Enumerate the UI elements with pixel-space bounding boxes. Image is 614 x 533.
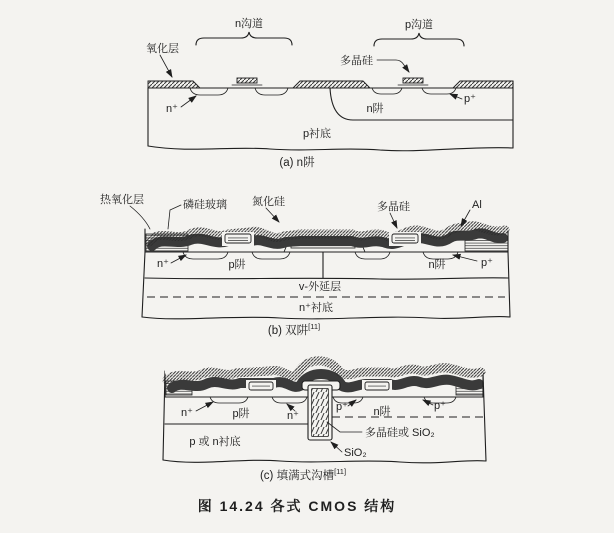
a-nwell-label: n阱 bbox=[366, 103, 384, 115]
c-trench-liner-arrow bbox=[331, 442, 342, 452]
b-gate2-hatch bbox=[395, 237, 415, 242]
b-poly-label: 多晶硅 bbox=[377, 201, 410, 213]
b-left-edge bbox=[142, 252, 145, 317]
a-nplus-diffusion-1 bbox=[190, 88, 228, 95]
b-caption: (b) 双阱[11] bbox=[267, 322, 321, 337]
c-pplus-right-arrow bbox=[423, 400, 433, 405]
b-pwell-label: p阱 bbox=[228, 259, 246, 271]
panel-c bbox=[163, 361, 486, 482]
b-nplus-diffusion-1 bbox=[183, 252, 228, 259]
a-gate1 bbox=[237, 78, 257, 83]
c-trench-fill-label: 多晶硅或 SiO₂ bbox=[365, 427, 435, 439]
panel-b bbox=[100, 192, 510, 337]
c-substrate-label: p 或 n衬底 bbox=[189, 436, 241, 448]
b-right-edge bbox=[508, 252, 510, 317]
a-gate2 bbox=[403, 78, 423, 83]
c-pplus-right-label: p⁺ bbox=[434, 400, 446, 412]
a-brace-p-channel bbox=[374, 33, 464, 46]
b-thermal-oxide-label: 热氧化层 bbox=[100, 194, 144, 206]
a-nplus-diffusion-2 bbox=[255, 88, 288, 95]
c-nplus-left-arrow bbox=[196, 402, 213, 411]
b-nsubstrate-label: n⁺衬底 bbox=[299, 302, 333, 314]
panel-a bbox=[146, 16, 513, 169]
b-nitride-label: 氮化硅 bbox=[252, 196, 285, 208]
a-oxide-arrow bbox=[160, 55, 172, 77]
c-pwell-label: p阱 bbox=[232, 408, 250, 420]
figure-caption: 图 14.24 各式 CMOS 结构 bbox=[197, 498, 397, 514]
a-field-oxide-right bbox=[453, 81, 513, 88]
a-brace-n-channel bbox=[196, 32, 292, 45]
b-psg-label: 磷硅玻璃 bbox=[183, 199, 227, 211]
a-caption: (a) n阱 bbox=[279, 157, 315, 169]
b-pplus-arrow bbox=[453, 255, 477, 261]
a-poly-label: 多晶硅 bbox=[340, 55, 373, 67]
b-substrate-bottom bbox=[142, 317, 510, 319]
a-n-channel-label: n沟道 bbox=[234, 18, 264, 30]
c-nwell-label: n阱 bbox=[373, 406, 391, 418]
a-field-oxide-left bbox=[148, 81, 200, 88]
a-psubstrate-label: p衬底 bbox=[302, 128, 332, 140]
a-nwell-boundary bbox=[330, 88, 513, 120]
b-gate1-hatch bbox=[228, 237, 248, 242]
b-pplus-label: p⁺ bbox=[481, 257, 493, 269]
a-field-oxide-middle bbox=[293, 81, 370, 88]
a-p-channel-label: p沟道 bbox=[404, 19, 434, 31]
b-pplus-diffusion-2 bbox=[423, 252, 458, 259]
a-nplus-label: n⁺ bbox=[166, 103, 178, 115]
a-nplus-arrow bbox=[181, 96, 196, 107]
c-nplus-left-label: n⁺ bbox=[181, 407, 193, 419]
c-nplus-mid-label: n⁺ bbox=[287, 410, 299, 422]
a-oxide-label: 氧化层 bbox=[146, 43, 179, 55]
b-nplus-arrow bbox=[171, 255, 186, 263]
b-al-label: Al bbox=[472, 199, 482, 211]
b-nplus-diffusion-2 bbox=[252, 252, 290, 259]
c-trench-liner-label: SiO₂ bbox=[344, 447, 367, 459]
a-pplus-arrow bbox=[450, 94, 462, 99]
b-nitride-arrow bbox=[266, 208, 279, 222]
a-pplus-diffusion-2 bbox=[422, 88, 456, 94]
a-pplus-diffusion-1 bbox=[372, 88, 402, 94]
c-substrate-bottom bbox=[163, 460, 486, 463]
b-wells-bottom bbox=[145, 278, 508, 279]
a-substrate-bottom bbox=[148, 146, 513, 151]
b-epi-label: v-外延层 bbox=[298, 281, 342, 293]
c-gate1-hatch bbox=[252, 384, 270, 388]
c-gate2-hatch bbox=[368, 384, 386, 388]
c-caption: (c) 填满式沟槽[11] bbox=[259, 467, 347, 482]
c-nplus-diffusion-1 bbox=[210, 397, 248, 403]
b-nplus-label: n⁺ bbox=[157, 258, 169, 270]
b-nwell-label: n阱 bbox=[428, 259, 446, 271]
a-pplus-label: p⁺ bbox=[464, 93, 476, 105]
a-poly-arrow bbox=[377, 60, 409, 72]
c-pplus-mid-label: p⁺ bbox=[336, 401, 348, 413]
c-nplus-diffusion-2 bbox=[272, 397, 307, 403]
b-pplus-diffusion-1 bbox=[355, 252, 390, 259]
c-trench-fill-hatch bbox=[312, 389, 329, 437]
